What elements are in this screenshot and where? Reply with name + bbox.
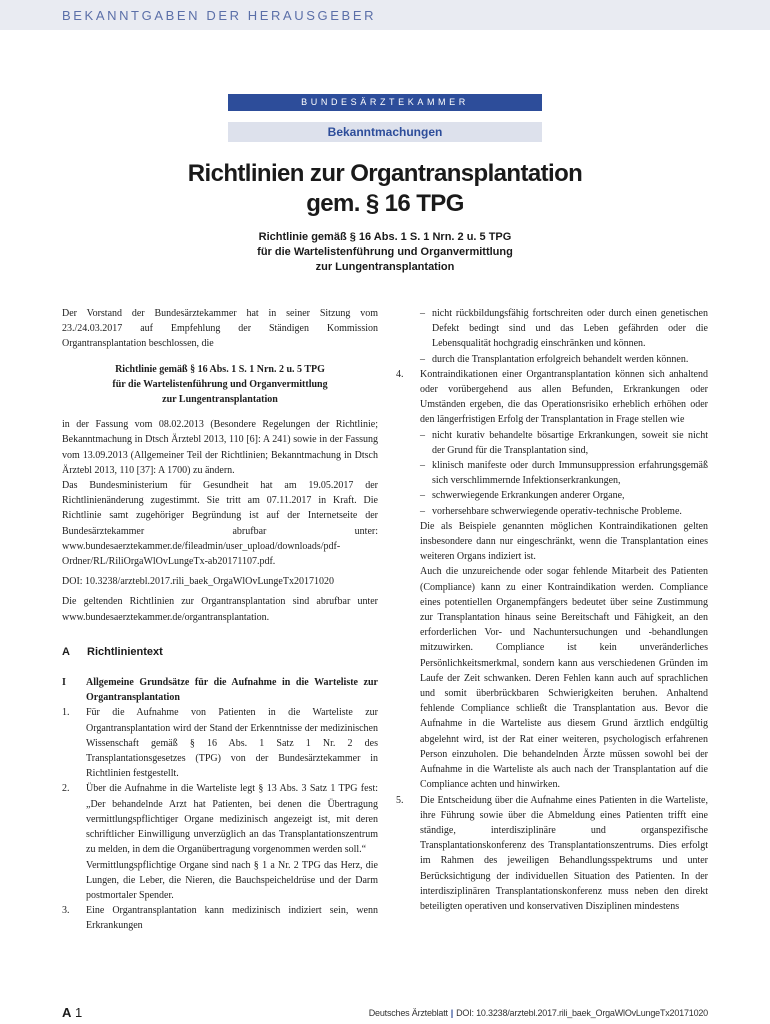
doi-line: DOI: 10.3238/arztebl.2017.rili_baek_OrgaWlOvLungeTx20171020 bbox=[62, 576, 334, 588]
list-item bbox=[396, 793, 708, 915]
subsection-title: Allgemeine Grundsätze für die Aufnahme in die Warteliste zur Organtransplantation bbox=[86, 677, 378, 704]
section-letter: A bbox=[62, 645, 70, 658]
centered-title-line-2: für die Wartelistenführung und Organvermittlung bbox=[112, 378, 328, 390]
page-number-value: 1 bbox=[75, 1005, 83, 1020]
item-text: Eine Organtransplantation kann medizinisch indiziert sein, wenn Erkrankungen bbox=[86, 905, 378, 932]
dash-text: nicht kurativ behandelte bösartige Erkrankungen, soweit sie nicht der Grund für die Transplantation sind, bbox=[432, 429, 708, 456]
item-text: Über die Aufnahme in die Warteliste legt § 13 Abs. 3 Satz 1 TPG fest: „Der behandelnde Arzt hat Patienten, bei denen die Übertragung vermittlungspflichtiger Organe medizinisch angezeigt ist, mit deren schriftlicher Einwilligung unverzüglich an das Transplantationszentrum zu melden, in dem die Organübertragung vorgenommen werden soll.“ bbox=[86, 783, 378, 856]
subtitle-line-2: für die Wartelistenführung und Organvermittlung bbox=[257, 246, 513, 258]
dash-text: schwerwiegende Erkrankungen anderer Organe, bbox=[432, 490, 625, 502]
item-text: Für die Aufnahme von Patienten in die Warteliste zur Organtransplantation wird der Stand der Erkenntnisse der medizinischen Wissenschaft gemäß § 16 Abs. 1 Satz 1 Nr. 2 des Transplantationsgesetzes (TPG) von der Bundesärztekammer in Richtlinien festgestellt. bbox=[86, 707, 378, 780]
section-title: Richtlinientext bbox=[87, 645, 163, 658]
list-item bbox=[62, 781, 378, 857]
page-number bbox=[62, 1005, 82, 1020]
dash-item: – klinisch manifeste oder durch Immunsuppression erfahrungsgemäß sich verschlimmernde Infektionserkrankungen, bbox=[396, 458, 708, 488]
organization-bar: BUNDESÄRZTEKAMMER bbox=[228, 94, 542, 111]
subtitle-line-1: Richtlinie gemäß § 16 Abs. 1 S. 1 Nrn. 2 u. 5 TPG bbox=[258, 231, 512, 243]
version-paragraph: in der Fassung vom 08.02.2013 (Besondere Regelungen der Richtlinie; Bekanntmachung in Dtsch Ärztebl 2013, 110 [6]: A 241) sowie in der Fassung vom 13.09.2013 (Allgemeiner Teil der Richtlinien; Bekanntmachung in Dtsch Ärztebl 2013, 110 [37]: A 1700) zu ändern. bbox=[62, 419, 378, 476]
subsection-heading bbox=[62, 675, 378, 705]
item-text: Kontraindikationen einer Organtransplantation können sich anhaltend oder vorübergehend aus allen Befunden, Erkrankungen oder Umständen ergeben, die das Operationsrisiko erheblich erhöhen oder den längerfristigen Erfolg der Transplantation in Frage stellen wie bbox=[420, 368, 708, 426]
right-column bbox=[396, 306, 708, 914]
article-subtitle bbox=[160, 230, 610, 275]
dash-text: nicht rückbildungsfähig fortschreiten oder durch einen genetischen Defekt bedingt sind und das Leben gefährden oder die Lebensqualität hochgradig einschränken und können. bbox=[432, 308, 708, 350]
centered-title-line-3: zur Lungentransplantation bbox=[162, 394, 278, 406]
item-number: 3. bbox=[62, 905, 70, 917]
dash-item: – schwerwiegende Erkrankungen anderer Organe, bbox=[396, 488, 708, 503]
dash-item: – durch die Transplantation erfolgreich behandelt werden können. bbox=[396, 352, 708, 367]
title-line-2: gem. § 16 TPG bbox=[306, 190, 464, 217]
centered-title-line-1: Richtlinie gemäß § 16 Abs. 1 S. 1 Nrn. 2 u. 5 TPG bbox=[115, 363, 325, 375]
item-text: Die Entscheidung über die Aufnahme eines Patienten in die Warteliste, ihre Führung sowie über die Abmeldung eines Patienten trifft eine ständige, interdisziplinäre und organspezifische Transplantationskonferenz des Transplantationszentrums. Dies erfolgt im Rahmen des jeweiligen Behandlungsspektrums und unter Berücksichtigung der individuellen Situation des Patienten. In der interdisziplinären Transplantationskonferenz muss neben den direkt beteiligten operativen und konservativen Disziplinen mindestens bbox=[420, 794, 708, 912]
section-heading bbox=[62, 645, 378, 660]
subsection-number: I bbox=[62, 677, 66, 689]
ministry-paragraph: Das Bundesministerium für Gesundheit hat am 19.05.2017 der Richtlinienänderung zugestimmt. Sie tritt am 07.11.2017 in Kraft. Die Richtlinie samt zugehöriger Begründung ist auf der Internetseite der Bundesärztekammer abrufbar unter: www.bundesaerztekammer.de/fileadmin/user_upload/downloads/pdf-Ordner/RL/RiliOrgaWlOvLungeTx-ab20171107.pdf. bbox=[62, 480, 378, 568]
item-continuation: Vermittlungspflichtige Organe sind nach § 1 a Nr. 2 TPG das Herz, die Lungen, die Leber, die Nieren, die Bauchspeicheldrüse und der Darm postmortaler Spender. bbox=[86, 859, 378, 901]
list-item bbox=[396, 367, 708, 428]
journal-name: Deutsches Ärzteblatt bbox=[368, 1008, 448, 1018]
article-title bbox=[120, 159, 650, 219]
section-header-text: BEKANNTGABEN DER HERAUSGEBER bbox=[62, 8, 377, 23]
item-number: 5. bbox=[396, 794, 404, 806]
intro-paragraph: Der Vorstand der Bundesärztekammer hat in seiner Sitzung vom 23./24.03.2017 auf Empfehlung der Ständigen Kommission Organtransplantation beschlossen, die bbox=[62, 308, 378, 350]
footer-doi: DOI: 10.3238/arztebl.2017.rili_baek_OrgaWlOvLungeTx20171020 bbox=[456, 1008, 708, 1018]
item-number: 2. bbox=[62, 783, 70, 795]
current-guidelines-paragraph: Die geltenden Richtlinien zur Organtransplantation sind abrufbar unter www.bundesaerztekammer.de/organtransplantation. bbox=[62, 596, 378, 623]
category-bar: Bekanntmachungen bbox=[228, 122, 542, 142]
title-line-1: Richtlinien zur Organtransplantation bbox=[187, 160, 583, 187]
dash-text: klinisch manifeste oder durch Immunsuppression erfahrungsgemäß sich verschlimmernde Infektionserkrankungen, bbox=[432, 460, 708, 487]
item-number: 1. bbox=[62, 707, 70, 719]
dash-item: – vorhersehbare schwerwiegende operativ-technische Probleme. bbox=[396, 504, 708, 519]
dash-text: vorhersehbare schwerwiegende operativ-technische Probleme. bbox=[432, 505, 682, 517]
dash-item: – nicht kurativ behandelte bösartige Erkrankungen, soweit sie nicht der Grund für die Transplantation sind, bbox=[396, 428, 708, 458]
examples-paragraph: Die als Beispiele genannten möglichen Kontraindikationen gelten insbesondere dann nur eingeschränkt, wenn die Transplantation eines weiteren Organs indiziert ist. bbox=[420, 520, 708, 563]
subtitle-line-3: zur Lungentransplantation bbox=[315, 261, 455, 273]
footer-separator: | bbox=[450, 1008, 454, 1018]
section-header-band bbox=[0, 0, 770, 30]
list-item bbox=[62, 705, 378, 781]
list-item bbox=[62, 903, 378, 933]
dash-text: durch die Transplantation erfolgreich behandelt werden können. bbox=[432, 353, 689, 365]
centered-guideline-title bbox=[62, 362, 378, 408]
footer-citation bbox=[369, 1008, 708, 1018]
compliance-paragraph: Auch die unzureichende oder sogar fehlende Mitarbeit des Patienten (Compliance) kann zu einer Kontraindikation werden. Compliance eines potentiellen Organempfängers bedeutet über seine Zustimmung zur Transplantation hinaus seine Bereitschaft und Fähigkeit, an den erforderlichen Vor- und Nachuntersuchungen und -behandlungen mitzuwirken. Compliance ist kein unveränderliches Persönlichkeitsmerkmal, sondern kann aus verschiedenen Gründen im Laufe der Zeit schwanken. Deren Fehlen kann auch auf sprachlichen und somit überbrückbaren Schwierigkeiten beruhen. Anhaltend fehlende Compliance schließt die Transplantation aus. Bevor die Aufnahme in die Warteliste aus diesem Grund ärztlich endgültig abgelehnt wird, ist der Rat einer weiteren, psychologisch erfahrenen Person einzuholen. Die behandelnden Ärzte müssen sowohl bei der Aufnahme in die Warteliste als auch nach der Transplantation auf die Compliance achten und hinwirken. bbox=[420, 566, 708, 791]
left-column bbox=[62, 306, 378, 934]
item-number: 4. bbox=[396, 368, 404, 380]
page-prefix: A bbox=[62, 1005, 72, 1020]
dash-item: – nicht rückbildungsfähig fortschreiten oder durch einen genetischen Defekt bedingt sind und das Leben gefährden oder die Lebensqualität hochgradig einschränken und können. bbox=[396, 306, 708, 352]
